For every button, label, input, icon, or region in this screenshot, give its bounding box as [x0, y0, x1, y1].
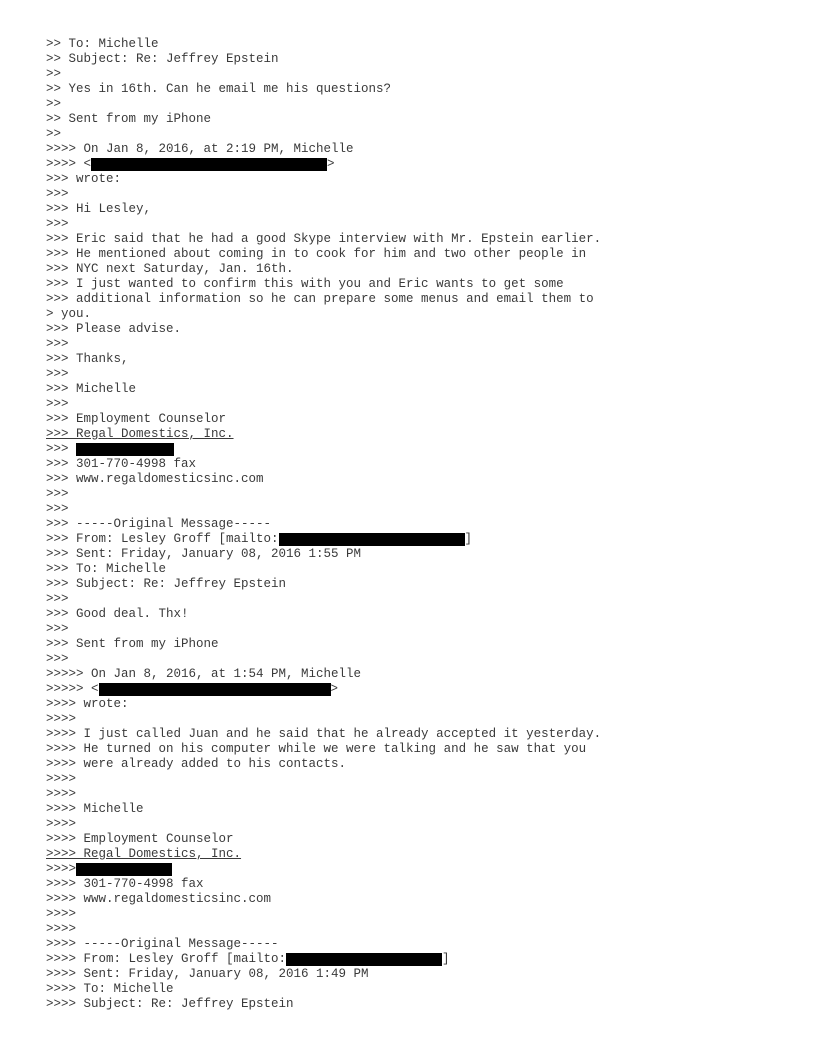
line-text: >>>>	[46, 907, 77, 921]
document-line	[46, 187, 601, 202]
line-text: >>>	[46, 337, 69, 351]
document-line	[46, 727, 601, 742]
document-line	[46, 142, 601, 157]
line-text: >>> Regal Domestics, Inc.	[46, 427, 234, 441]
line-text: >>> Eric said that he had a good Skype interview with Mr. Epstein earlier.	[46, 232, 602, 246]
document-line	[46, 862, 601, 877]
document-line	[46, 787, 601, 802]
line-prefix: >>>>	[46, 862, 77, 876]
line-suffix: ]	[442, 952, 450, 966]
document-line	[46, 802, 601, 817]
line-prefix: >>>	[46, 442, 77, 456]
line-prefix: >>>> <	[46, 157, 92, 171]
line-text: >>> Michelle	[46, 382, 137, 396]
line-prefix: >>>> From: Lesley Groff [mailto:	[46, 952, 287, 966]
document-line	[46, 712, 601, 727]
document-line	[46, 817, 601, 832]
document-line	[46, 307, 601, 322]
line-text: >>>> wrote:	[46, 697, 129, 711]
document-line	[46, 232, 601, 247]
line-text: >>> 301-770-4998 fax	[46, 457, 197, 471]
document-line	[46, 292, 601, 307]
line-text: >>>	[46, 502, 69, 516]
redaction-box	[279, 533, 465, 546]
line-suffix: >	[327, 157, 335, 171]
line-text: >>>> www.regaldomesticsinc.com	[46, 892, 272, 906]
line-text: >>>> I just called Juan and he said that he already accepted it yesterday.	[46, 727, 602, 741]
document-line	[46, 877, 601, 892]
email-thread-body	[46, 37, 601, 1012]
line-text: > you.	[46, 307, 92, 321]
line-text: >>>> -----Original Message-----	[46, 937, 279, 951]
line-text: >>>	[46, 367, 69, 381]
document-line	[46, 487, 601, 502]
line-text: >>> www.regaldomesticsinc.com	[46, 472, 264, 486]
redaction-box	[91, 158, 327, 171]
document-line	[46, 457, 601, 472]
document-line	[46, 937, 601, 952]
document-line	[46, 412, 601, 427]
document-line	[46, 427, 601, 442]
line-text: >>> Employment Counselor	[46, 412, 227, 426]
line-text: >>>>> On Jan 8, 2016, at 1:54 PM, Michelle	[46, 667, 362, 681]
line-text: >>> Sent: Friday, January 08, 2016 1:55 PM	[46, 547, 362, 561]
line-text: >>>	[46, 622, 69, 636]
line-text: >>>> 301-770-4998 fax	[46, 877, 204, 891]
line-text: >>>> Sent: Friday, January 08, 2016 1:49 PM	[46, 967, 369, 981]
line-text: >>	[46, 97, 62, 111]
document-line	[46, 262, 601, 277]
line-text: >>>> were already added to his contacts.	[46, 757, 347, 771]
line-text: >>>> Michelle	[46, 802, 144, 816]
document-line	[46, 367, 601, 382]
document-line	[46, 247, 601, 262]
document-line	[46, 577, 601, 592]
document-line	[46, 697, 601, 712]
line-text: >>>	[46, 187, 69, 201]
document-line	[46, 532, 601, 547]
document-line	[46, 37, 601, 52]
line-prefix: >>>>> <	[46, 682, 99, 696]
line-prefix: >>> From: Lesley Groff [mailto:	[46, 532, 279, 546]
line-text: >>>> He turned on his computer while we were talking and he saw that you	[46, 742, 587, 756]
document-line	[46, 652, 601, 667]
document-line	[46, 397, 601, 412]
document-line	[46, 547, 601, 562]
document-line	[46, 922, 601, 937]
line-text: >>>>	[46, 922, 77, 936]
line-text: >>> He mentioned about coming in to cook for him and two other people in	[46, 247, 587, 261]
document-line	[46, 337, 601, 352]
document-line	[46, 757, 601, 772]
line-text: >>>	[46, 592, 69, 606]
line-text: >>>>	[46, 817, 77, 831]
document-line	[46, 127, 601, 142]
document-line	[46, 82, 601, 97]
document-line	[46, 607, 601, 622]
line-text: >>> additional information so he can prepare some menus and email them to	[46, 292, 594, 306]
document-line	[46, 112, 601, 127]
line-text: >>>> Regal Domestics, Inc.	[46, 847, 242, 861]
document-line	[46, 157, 601, 172]
document-line	[46, 742, 601, 757]
redaction-box	[76, 443, 174, 456]
document-line	[46, 202, 601, 217]
document-line	[46, 592, 601, 607]
document-line	[46, 67, 601, 82]
document-line	[46, 502, 601, 517]
line-suffix: ]	[464, 532, 473, 546]
line-text: >>>	[46, 397, 69, 411]
document-line	[46, 832, 601, 847]
document-line	[46, 637, 601, 652]
document-line	[46, 682, 601, 697]
document-line	[46, 172, 601, 187]
line-text: >>>> Subject: Re: Jeffrey Epstein	[46, 997, 294, 1011]
line-text: >>>	[46, 487, 69, 501]
line-text: >>>	[46, 217, 69, 231]
document-line	[46, 907, 601, 922]
line-text: >>> I just wanted to confirm this with you and Eric wants to get some	[46, 277, 564, 291]
line-text: >>> Sent from my iPhone	[46, 637, 219, 651]
document-line	[46, 382, 601, 397]
document-line	[46, 667, 601, 682]
line-text: >>	[46, 127, 62, 141]
line-text: >>> Hi Lesley,	[46, 202, 152, 216]
document-line	[46, 277, 601, 292]
document-line	[46, 982, 601, 997]
document-line	[46, 892, 601, 907]
line-text: >>> wrote:	[46, 172, 122, 186]
document-line	[46, 847, 601, 862]
line-text: >>> Thanks,	[46, 352, 129, 366]
line-text: >>>>	[46, 772, 77, 786]
line-text: >>> Subject: Re: Jeffrey Epstein	[46, 577, 287, 591]
line-text: >> Sent from my iPhone	[46, 112, 212, 126]
line-text: >>	[46, 67, 62, 81]
document-line	[46, 622, 601, 637]
line-text: >> To: Michelle	[46, 37, 159, 51]
document-line	[46, 517, 601, 532]
line-text: >>>>	[46, 712, 77, 726]
document-line	[46, 997, 601, 1012]
line-text: >> Subject: Re: Jeffrey Epstein	[46, 52, 279, 66]
document-line	[46, 97, 601, 112]
line-text: >>> To: Michelle	[46, 562, 167, 576]
line-text: >> Yes in 16th. Can he email me his questions?	[46, 82, 392, 96]
document-line	[46, 967, 601, 982]
redaction-box	[76, 863, 172, 876]
document-line	[46, 562, 601, 577]
document-line	[46, 472, 601, 487]
line-text: >>> NYC next Saturday, Jan. 16th.	[46, 262, 294, 276]
line-text: >>>> To: Michelle	[46, 982, 174, 996]
redaction-box	[286, 953, 442, 966]
document-line	[46, 322, 601, 337]
document-line	[46, 217, 601, 232]
document-line	[46, 52, 601, 67]
line-text: >>> Please advise.	[46, 322, 182, 336]
line-text: >>>> Employment Counselor	[46, 832, 234, 846]
line-text: >>>> On Jan 8, 2016, at 2:19 PM, Michelle	[46, 142, 354, 156]
line-text: >>>>	[46, 787, 77, 801]
line-text: >>> Good deal. Thx!	[46, 607, 189, 621]
document-line	[46, 352, 601, 367]
line-text: >>> -----Original Message-----	[46, 517, 272, 531]
line-suffix: >	[330, 682, 339, 696]
line-text: >>>	[46, 652, 69, 666]
redaction-box	[99, 683, 331, 696]
document-line	[46, 442, 601, 457]
document-line	[46, 772, 601, 787]
document-line	[46, 952, 601, 967]
